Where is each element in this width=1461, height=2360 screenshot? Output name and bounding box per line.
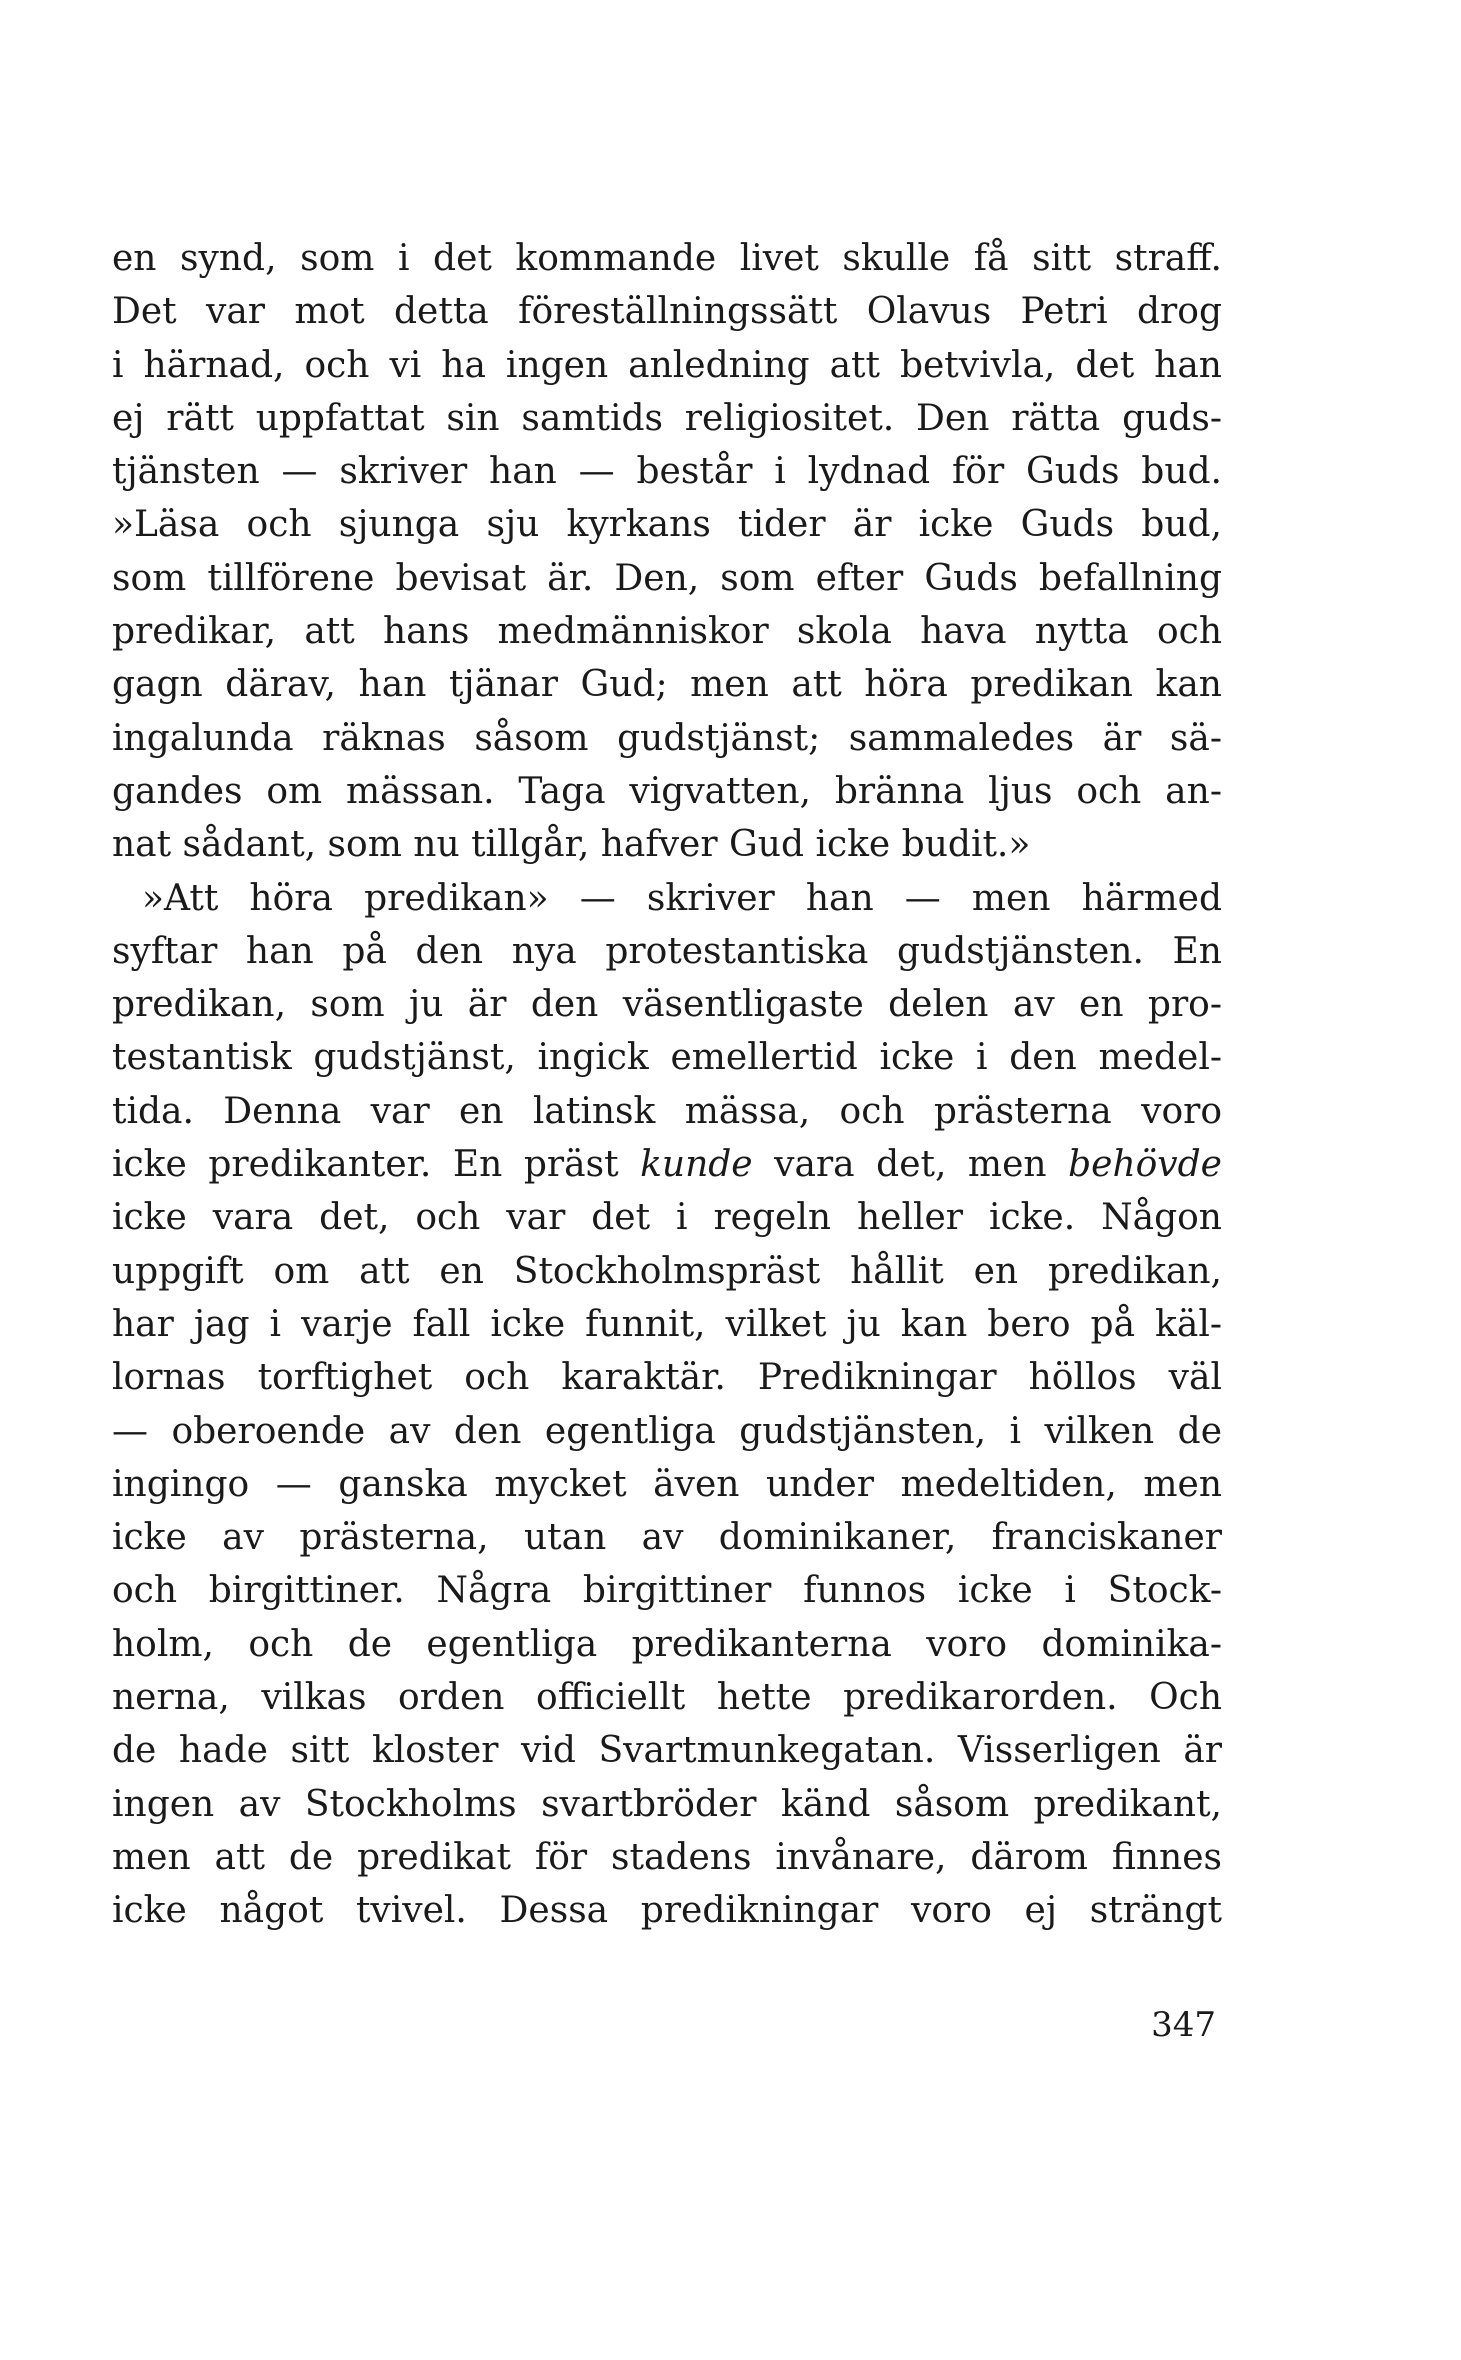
- text-line: — oberoende av den egentliga gudstjänsten, i vilken de: [112, 1410, 1222, 1452]
- text-line: tida. Denna var en latinsk mässa, och prästerna voro: [112, 1090, 1222, 1132]
- text-line: nat sådant, som nu tillgår, hafver Gud icke budit.»: [112, 824, 1031, 866]
- text-line: de hade sitt kloster vid Svartmunkegatan. Visserligen är: [112, 1730, 1222, 1772]
- text-line: ej rätt uppfattat sin samtids religiositet. Den rätta guds-: [112, 397, 1222, 439]
- text-line: predikan, som ju är den väsentligaste delen av en pro-: [112, 984, 1222, 1026]
- text-line: ingen av Stockholms svartbröder känd såsom predikant,: [112, 1783, 1222, 1825]
- italic-word: kunde: [640, 1144, 753, 1186]
- text-line: ingalunda räknas såsom gudstjänst; sammaledes är sä-: [112, 717, 1222, 759]
- text-line: icke av prästerna, utan av dominikaner, franciskaner: [112, 1517, 1222, 1559]
- text-line: har jag i varje fall icke funnit, vilket ju kan bero på käl-: [112, 1303, 1222, 1345]
- text-line: Det var mot detta föreställningssätt Olavus Petri drog: [112, 291, 1222, 333]
- text-line: gandes om mässan. Taga vigvatten, bränna ljus och an-: [112, 770, 1222, 812]
- page-number: 347: [1151, 2005, 1216, 2045]
- text-line: lornas torftighet och karaktär. Predikningar höllos väl: [112, 1357, 1222, 1399]
- text-line: i härnad, och vi ha ingen anledning att betvivla, det han: [112, 344, 1222, 386]
- body-text: [112, 232, 1222, 1938]
- text-run: vara det, men: [752, 1144, 1069, 1186]
- text-line: holm, och de egentliga predikanterna voro dominika-: [112, 1623, 1222, 1665]
- text-line: tjänsten — skriver han — består i lydnad för Guds bud.: [112, 451, 1222, 493]
- text-run: icke predikanter. En präst: [112, 1144, 641, 1186]
- text-line: ingingo — ganska mycket även under medeltiden, men: [112, 1463, 1222, 1505]
- text-line: syftar han på den nya protestantiska gudstjänsten. En: [112, 930, 1222, 972]
- text-line: och birgittiner. Några birgittiner funnos icke i Stock-: [112, 1570, 1222, 1612]
- text-line: gagn därav, han tjänar Gud; men att höra predikan kan: [112, 664, 1222, 706]
- text-line: »Läsa och sjunga sju kyrkans tider är icke Guds bud,: [112, 504, 1222, 546]
- text-line: predikar, att hans medmänniskor skola hava nytta och: [112, 611, 1222, 653]
- text-line: testantisk gudstjänst, ingick emellertid icke i den medel-: [112, 1037, 1222, 1079]
- text-line: icke vara det, och var det i regeln heller icke. Någon: [112, 1197, 1222, 1239]
- text-line: men att de predikat för stadens invånare, därom finnes: [112, 1836, 1222, 1878]
- text-line: [112, 1138, 1222, 1191]
- text-line: som tillförene bevisat är. Den, som efter Guds befallning: [112, 557, 1222, 599]
- text-line: »Att höra predikan» — skriver han — men härmed: [142, 877, 1222, 919]
- text-line: uppgift om att en Stockholmspräst hållit en predikan,: [112, 1250, 1222, 1292]
- text-line: icke något tvivel. Dessa predikningar voro ej strängt: [112, 1890, 1222, 1932]
- text-line: en synd, som i det kommande livet skulle få sitt straff.: [112, 238, 1222, 279]
- text-line: nerna, vilkas orden officiellt hette predikarorden. Och: [112, 1677, 1222, 1719]
- italic-word: behövde: [1068, 1144, 1222, 1186]
